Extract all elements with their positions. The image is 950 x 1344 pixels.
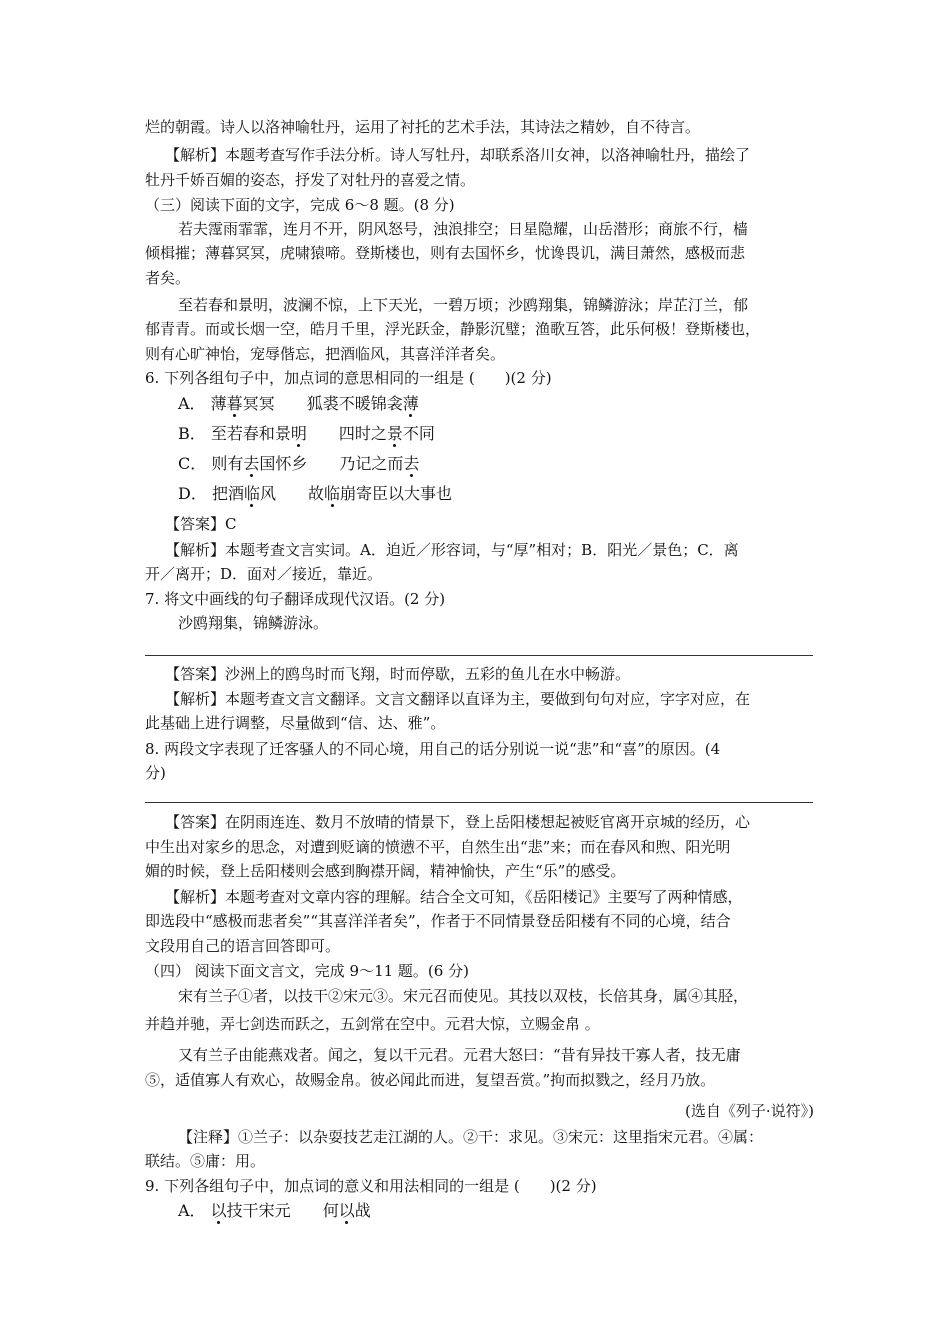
dotted-word: 薄 [402, 394, 419, 413]
dotted-word: 景 [386, 424, 403, 443]
option-text: 技干宋元 [226, 1201, 291, 1220]
dotted-word: 去 [243, 454, 260, 473]
option-label: A． [178, 1201, 206, 1220]
question-8: 8. 两段文字表现了迁客骚人的不同心境，用自己的话分别说一说“悲”和“喜”的原因。(4 [145, 740, 721, 758]
section-heading: （三）阅读下面的文字，完成 6～8 题。(8 分) [145, 196, 455, 214]
quoted-sentence: 沙鸥翔集，锦鳞游泳。 [178, 614, 329, 632]
passage-line: 郁青青。而或长烟一空，皓月千里，浮光跃金，静影沉璧；渔歌互答，此乐何极！登斯楼也， [145, 320, 761, 338]
dotted-word: 暮 [226, 394, 243, 413]
passage-line: 若夫霪雨霏霏，连月不开，阴风怒号，浊浪排空；日星隐耀，山岳潜形；商旅不行，樯 [178, 220, 749, 238]
option-text: 狐裘不暖锦衾 [306, 394, 403, 413]
analysis-line: 【解析】本题考查文言实词。A．迫近／形容词，与“厚”相对；B．阳光／景色；C．离 [165, 541, 739, 559]
answer-blank-line [145, 655, 813, 656]
analysis-line: 【解析】本题考查写作手法分析。诗人写牡丹，却联系洛川女神，以洛神喻牡丹，描绘了 [165, 146, 751, 164]
answer-line: 【答案】C [165, 515, 237, 533]
question-7: 7. 将文中画线的句子翻译成现代汉语。(2 分) [145, 590, 446, 608]
text-line: 中生出对家乡的思念，对遭到贬谪的愤懑不平，自然生出“悲”来；而在春风和煦、阳光明 [145, 838, 731, 856]
question-6: 6. 下列各组句子中，加点词的意思相同的一组是 ( )(2 分) [145, 369, 552, 387]
option-text: 薄 [210, 394, 227, 413]
analysis-line: 【解析】本题考查文言文翻译。文言文翻译以直译为主，要做到句句对应，字字对应，在 [165, 690, 751, 708]
notes-line: 联结。⑤庸：用。 [145, 1152, 266, 1170]
answer-line: 【答案】在阴雨连连、数月不放晴的情景下，登上岳阳楼想起被贬官离开京城的经历，心 [165, 813, 751, 831]
text-line: 即选段中“感极而悲者矣”“其喜洋洋者矣”，作者于不同情景登岳阳楼有不同的心境，结合 [145, 912, 731, 930]
q6-option-a [178, 394, 419, 414]
passage-line: 又有兰子由能燕戏者。闻之，复以干元君。元君大怒曰：“昔有异技干寡人者，技无庸 [178, 1046, 741, 1064]
passage-line: ⑤，适值寡人有欢心，故赐金帛。彼必闻此而进，复望吾赏。”拘而拟戮之，经月乃放。 [145, 1071, 716, 1089]
option-label: B． [178, 424, 206, 443]
dotted-word: 以 [210, 1201, 227, 1220]
passage-line: 宋有兰子①者，以技干②宋元③。宋元召而使见。其技以双枝，长倍其身，属④其胫， [178, 987, 749, 1005]
question-9: 9. 下列各组句子中，加点词的意义和用法相同的一组是 ( )(2 分) [145, 1177, 597, 1195]
dotted-word: 临 [324, 484, 341, 503]
option-label: C． [178, 454, 207, 473]
source-citation: (选自《列子·说符》) [685, 1102, 814, 1120]
option-text: 故 [307, 484, 324, 503]
option-text: 把酒 [211, 484, 244, 503]
text-line: 牡丹千娇百媚的姿态，抒发了对牡丹的喜爱之情。 [145, 171, 476, 189]
passage-line: 则有心旷神怡，宠辱偕忘，把酒临风，其喜洋洋者矣。 [145, 345, 506, 363]
option-text: 冥冥 [242, 394, 275, 413]
option-text: 则有 [211, 454, 244, 473]
section-heading: （四） 阅读下面文言文，完成 9～11 题。(6 分) [145, 962, 469, 980]
text-line: 文段用自己的语言回答即可。 [145, 937, 341, 955]
notes-line: 【注释】①兰子：以杂耍技艺走江湖的人。②干：求见。③宋元：这里指宋元君。④属： [178, 1128, 764, 1146]
q6-option-c [178, 454, 419, 474]
option-text: 国怀乡 [259, 454, 308, 473]
dotted-word: 临 [243, 484, 260, 503]
text-line: 开／离开；D．面对／接近，靠近。 [145, 565, 383, 583]
passage-line: 至若春和景明，波澜不惊，上下天光，一碧万顷；沙鸥翔集，锦鳞游泳；岸芷汀兰，郁 [178, 296, 749, 314]
option-text: 四时之 [338, 424, 387, 443]
option-text: 乃记之而 [339, 454, 404, 473]
text-line: 烂的朝霞。诗人以洛神喻牡丹，运用了衬托的艺术手法，其诗法之精妙，自不待言。 [145, 118, 701, 136]
option-text: 战 [354, 1201, 371, 1220]
q6-option-d [178, 484, 452, 504]
text-line: 媚的时候，登上岳阳楼则会感到胸襟开阔，精神愉快，产生“乐”的感受。 [145, 862, 626, 880]
option-text: 至若春和景 [210, 424, 291, 443]
q6-option-b [178, 424, 435, 444]
answer-line: 【答案】沙洲上的鸥鸟时而飞翔，时而停歇，五彩的鱼儿在水中畅游。 [165, 665, 631, 683]
text-line: 此基础上进行调整，尽量做到“信、达、雅”。 [145, 714, 446, 732]
analysis-line: 【解析】本题考查对文章内容的理解。结合全文可知，《岳阳楼记》主要写了两种情感， [165, 888, 743, 906]
dotted-word: 明 [290, 424, 307, 443]
text-line: 分) [145, 764, 166, 782]
option-text: 何 [322, 1201, 339, 1220]
passage-line: 倾楫摧；薄暮冥冥，虎啸猿啼。登斯楼也，则有去国怀乡，忧谗畏讥，满目萧然，感极而悲 [145, 244, 746, 262]
option-label: D． [178, 484, 207, 503]
option-text: 不同 [402, 424, 435, 443]
q9-option-a [178, 1201, 371, 1221]
option-text: 崩寄臣以大事也 [340, 484, 453, 503]
answer-blank-line [145, 802, 813, 803]
option-label: A． [178, 394, 206, 413]
passage-line: 并趋并驰，弄七剑迭而跃之，五剑常在空中。元君大惊，立赐金帛 。 [145, 1015, 600, 1033]
dotted-word: 去 [403, 454, 420, 473]
passage-line: 者矣。 [145, 269, 191, 287]
option-text: 风 [259, 484, 276, 503]
dotted-word: 以 [338, 1201, 355, 1220]
